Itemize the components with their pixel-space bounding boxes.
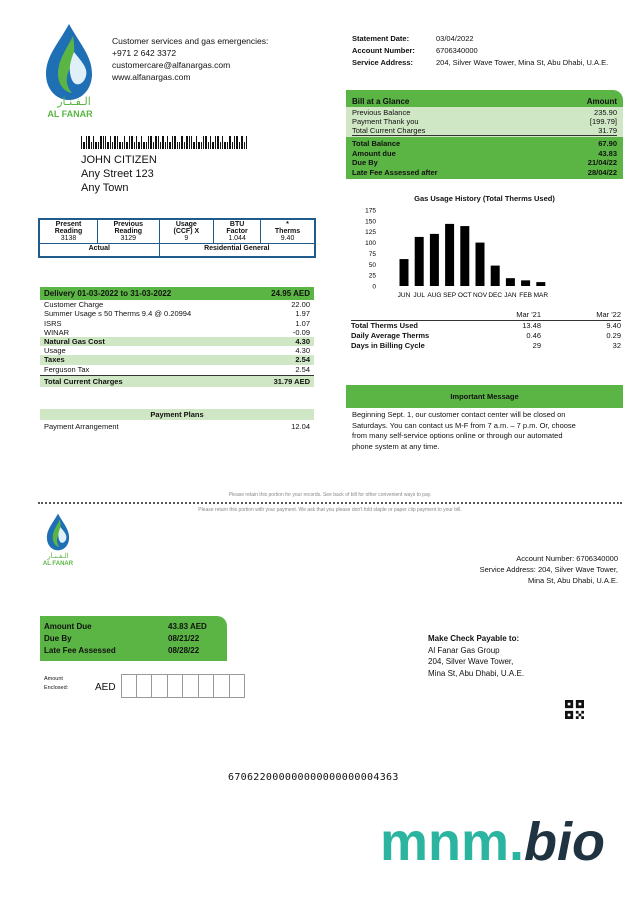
glance-row: Total Current Charges 31.79 [352,126,617,135]
glance-title: Bill at a Glance [352,97,410,106]
customer-street: Any Street 123 [81,168,154,180]
return-note: Please return this portion with your payment. We ask that you please don't fold staple or paper clip payment to your bill. [198,507,462,513]
glance-row: Previous Balance 235.90 [352,108,617,117]
compare-row: Days in Billing Cycle 29 32 [351,341,621,350]
y-tick-label: 150 [365,218,376,226]
chart-bar [476,243,485,286]
delivery-line: Summer Usage s 50 Therms 9.4 @ 0.20994 1.97 [44,309,310,319]
delivery-charges [40,287,314,387]
usage-comparison [351,310,621,351]
glance-total-row: Amount due 43.83 [352,148,617,158]
compare-col1: Mar '21 [516,310,541,319]
ocr-scan-line: 670622000000000000000004363 [228,772,399,783]
x-tick-label: MAR [533,292,549,299]
meter-col: Previous Reading 3129 [98,220,160,244]
usage-history-chart [346,204,623,300]
y-tick-label: 175 [365,207,376,215]
y-tick-label: 100 [365,240,376,248]
compare-row: Daily Average Therms 0.46 0.29 [351,331,621,340]
statement-info [352,33,632,69]
delivery-line: Taxes 2.54 [40,355,314,364]
x-tick-label: AUG [427,292,442,299]
x-tick-label: JUN [397,292,411,299]
x-tick-label: SEP [443,292,457,299]
qr-code-icon [565,700,584,719]
glance-totals [346,137,623,179]
glance-total-row: Due By 21/04/22 [352,158,617,167]
stub-logo-name: AL FANAR [42,561,74,567]
contact-website[interactable]: www.alfanargas.com [112,72,191,82]
chart-bar [491,266,500,286]
y-tick-label: 125 [365,229,376,237]
meter-reading-table [38,218,316,258]
x-tick-label: JAN [504,292,517,299]
chart-bar [460,226,469,286]
contact-heading: Customer services and gas emergencies: [112,36,269,46]
payment-arrangement-row: Payment Arrangement 12.04 [44,422,310,431]
payment-plans [40,409,314,433]
account-number: 6706340000 [436,46,478,55]
chart-bar [536,282,545,286]
x-tick-label: FEB [519,292,532,299]
x-tick-label: JUL [413,292,425,299]
chart-bar [400,259,409,286]
bill-at-a-glance [346,90,623,184]
delivery-line: Natural Gas Cost 4.30 [40,337,314,346]
customer-name: JOHN CITIZEN [81,154,157,166]
delivery-header: Delivery 01-03-2022 to 31-03-2022 24.95 AED [40,287,314,300]
y-tick-label: 75 [368,250,376,258]
statement-date-label: Statement Date: [352,34,410,43]
logo-name: AL FANAR [47,109,93,119]
glance-total-row: Late Fee Assessed after 28/04/22 [352,167,617,177]
meter-col: BTU Factor 1.044 [214,220,261,244]
glance-row: Payment Thank you [199.79] [352,117,617,126]
chart-bar [445,224,454,286]
statement-date: 03/04/2022 [436,34,474,43]
delivery-line: Ferguson Tax 2.54 [44,364,310,374]
customer-address [81,153,157,195]
glance-amount-header: Amount [586,97,617,106]
flame-drop-icon [40,22,98,102]
stub-amount-due-box: Amount Due 43.83 AED Due By 08/21/22 Late Fee Assessed 08/28/22 [40,616,227,661]
payment-plans-title: Payment Plans [40,409,314,420]
meter-col: * Therms 9.40 [261,220,315,244]
amount-enclosed-label: Amount Enclosed: [44,676,69,691]
service-address-label: Service Address: [352,58,414,67]
stub-logo [44,512,72,554]
y-tick-label: 25 [368,272,376,280]
x-tick-label: NOV [472,292,488,299]
contact-email[interactable]: customercare@alfanargas.com [112,60,231,70]
delivery-line: WINAR -0.09 [44,327,310,337]
compare-row: Total Therms Used 13.48 9.40 [351,321,621,330]
y-tick-label: 50 [368,261,376,269]
chart-bar [430,234,439,286]
glance-total-row: Total Balance 67.90 [352,139,617,148]
service-address: 204, Silver Wave Tower, Mina St, Abu Dhabi, U.A.E. [436,58,609,67]
delivery-line: Customer Charge 22.00 [44,300,310,310]
chart-bar [506,278,515,286]
meter-col: Present Reading 3138 [40,220,98,244]
reading-type: Actual [40,244,160,257]
chart-bar [521,280,530,286]
flame-drop-icon [44,512,72,552]
logo-arabic: الـفـنـار [57,96,91,108]
y-tick-label: 0 [372,283,376,291]
compare-col2: Mar '22 [596,310,621,319]
amount-enclosed-input[interactable] [121,674,245,698]
x-tick-label: OCT [457,292,472,299]
customer-town: Any Town [81,182,129,194]
chart-bar [415,237,424,286]
watermark-part1: mnm. [380,812,525,872]
total-current-charges: Total Current Charges 31.79 AED [40,375,314,387]
postal-barcode [81,136,271,149]
rate-class: Residential General [159,244,314,257]
tear-line [38,502,622,504]
watermark [380,812,605,872]
watermark-part2: bio [524,812,606,872]
x-tick-label: DEC [488,292,503,299]
contact-phone: +971 2 642 3372 [112,48,177,58]
account-number-label: Account Number: [352,46,415,55]
delivery-line: ISRS 1.07 [44,318,310,328]
meter-col: Usage (CCF) X 9 [159,220,214,244]
glance-rows [346,107,623,137]
chart-title: Gas Usage History (Total Therms Used) [414,194,555,203]
enclosed-currency: AED [95,682,116,693]
stub-account-info: Account Number: 6706340000 Service Address: 204, Silver Wave Tower, Mina St, Abu Dhabi, U.A.E. [479,554,618,585]
contact-block [112,35,268,83]
delivery-lines [40,300,314,374]
important-message-title: Important Message [346,385,623,408]
stub-logo-arabic: الـفـنـار [47,553,69,560]
important-message-body: Beginning Sept. 1, our customer contact center will be closed on Saturdays. You can contact us M-F from 7 a.m. – 7 p.m. Or, choose from many self-service options online or through our automated phone system at any time. [352,410,576,451]
delivery-line: Usage 4.30 [44,346,310,356]
payable-to: Make Check Payable to: Al Fanar Gas Group 204, Silver Wave Tower, Mina St, Abu Dhabi, U.A.E. [428,634,525,678]
retain-note: Please retain this portion for your records. See back of bill for other convenient ways to pay. [228,492,432,498]
